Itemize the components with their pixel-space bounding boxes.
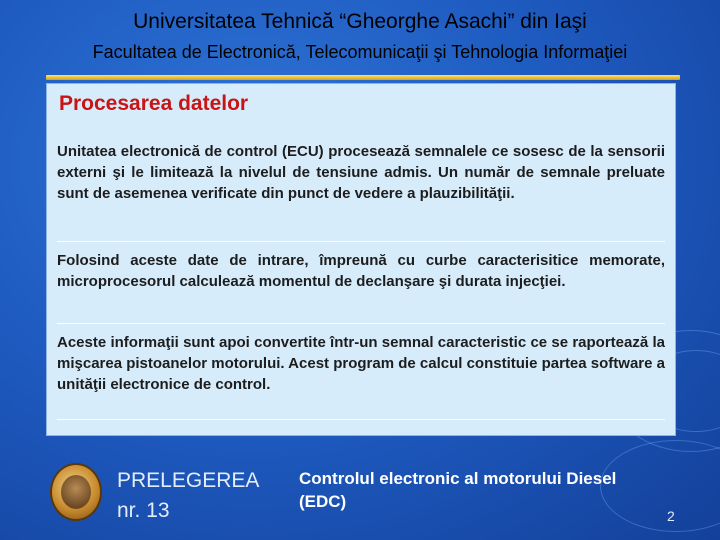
page-number: 2 xyxy=(667,508,675,524)
lecture-label-line2: nr. 13 xyxy=(117,499,170,522)
paragraph-3: Aceste informaţii sunt apoi convertite într-un semnal caracteristic ce se raportează la mişcarea pistoanelor motorului. Acest program de calcul constituie partea software a unităţii electronice de control. xyxy=(57,334,665,393)
title-divider xyxy=(46,75,680,80)
faculty-name: Facultatea de Electronică, Telecomunicaţii şi Tehnologia Informaţiei xyxy=(92,42,628,62)
content-panel xyxy=(46,83,676,436)
university-name: Universitatea Tehnică “Gheorghe Asachi” din Iaşi xyxy=(133,10,587,33)
lecture-label xyxy=(117,466,259,526)
university-seal-logo xyxy=(50,463,102,521)
seal-portrait xyxy=(61,475,91,509)
lecture-topic: Controlul electronic al motorului Diesel (EDC) xyxy=(299,469,617,511)
section-title: Procesarea datelor xyxy=(59,92,249,115)
lecture-label-line1: PRELEGEREA xyxy=(117,469,260,492)
paragraph-separator xyxy=(57,241,665,242)
paragraph-separator xyxy=(57,323,665,324)
paragraph-1: Unitatea electronică de control (ECU) procesează semnalele ce sosesc de la sensorii externi şi le limitează la nivelul de tensiune admis. Un număr de semnale preluate sunt de asemenea verificate din punct de vedere a plauzibilităţii. xyxy=(57,143,665,202)
paragraph-separator xyxy=(57,419,665,420)
paragraph-2: Folosind aceste date de intrare, împreună cu curbe caracterisitice memorate, microprocesorul calculează momentul de declanşare şi durata injecţiei. xyxy=(57,252,665,290)
